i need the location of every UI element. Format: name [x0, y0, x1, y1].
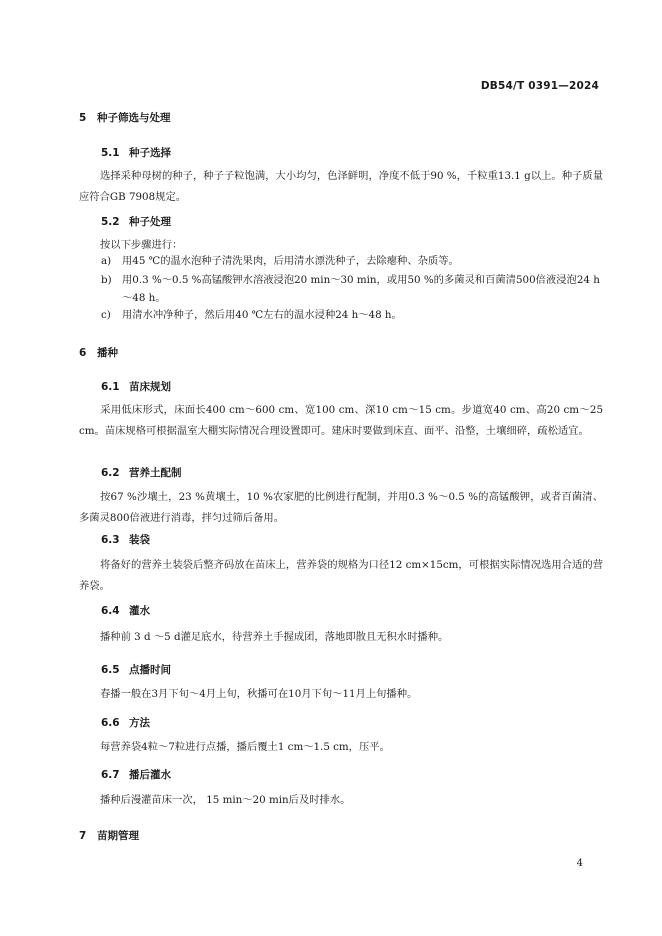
heading-title: 种子处理: [129, 216, 171, 228]
heading-title: 营养土配制: [129, 467, 182, 479]
heading-number: 6: [79, 347, 87, 359]
heading-7: [79, 828, 139, 843]
list-item: [101, 306, 603, 324]
heading-number: 7: [79, 830, 87, 842]
list-label: c): [101, 309, 111, 321]
heading-title: 种子筛选与处理: [97, 112, 171, 124]
paragraph-6-6: 每营养袋4粒～7粒进行点播，播后覆土1 cm～1.5 cm，压平。: [100, 741, 390, 753]
heading-title: 苗床规划: [129, 381, 171, 393]
list-text: 用0.3 %～0.5 %高锰酸钾水溶液浸泡20 min～30 min，或用50 %的多菌灵和百菌清500倍液浸泡24 h～48 h。: [122, 274, 600, 304]
heading-5-1: [101, 145, 171, 160]
heading-number: 6.1: [101, 381, 120, 393]
paragraph-6-7: 播种后漫灌苗床一次， 15 min～20 min后及时排水。: [100, 794, 351, 806]
heading-number: 6.2: [101, 467, 120, 479]
list-text: 用45 ℃的温水泡种子清洗果肉，后用清水漂洗种子，去除瘪种、杂质等。: [122, 255, 459, 267]
heading-6-4: [101, 603, 150, 618]
heading-6-2: [101, 465, 182, 480]
paragraph-5-1: 选择采种母树的种子，种子子粒饱满，大小均匀，色泽鲜明，净度不低于90 %，千粒重13.1 g以上。种子质量应符合GB 7908规定。: [79, 170, 603, 203]
heading-title: 种子选择: [129, 147, 171, 159]
paragraph-6-5: 春播一般在3月下旬～4月上旬，秋播可在10月下旬～11月上旬播种。: [100, 688, 418, 700]
heading-6-5: [101, 662, 171, 677]
heading-number: 6.5: [101, 664, 120, 676]
heading-title: 播后灌水: [129, 769, 171, 781]
heading-title: 灌水: [129, 605, 150, 617]
paragraph-5-2-intro: 按以下步骤进行：: [100, 239, 183, 251]
heading-number: 5.2: [101, 216, 120, 228]
heading-6: [79, 345, 118, 360]
heading-number: 5: [79, 112, 87, 124]
list-label: a): [101, 255, 112, 267]
paragraph-6-3: 将备好的营养土装袋后整齐码放在苗床上，营养袋的规格为口径12 cm×15cm，可根据实际情况选用合适的营养袋。: [79, 559, 603, 592]
heading-title: 装袋: [129, 534, 150, 546]
heading-5: [79, 110, 171, 125]
document-code: DB54/T 0391—2024: [480, 80, 599, 92]
heading-title: 方法: [129, 717, 150, 729]
heading-5-2: [101, 214, 171, 229]
heading-title: 苗期管理: [97, 830, 139, 842]
heading-6-7: [101, 767, 171, 782]
heading-6-1: [101, 379, 171, 394]
paragraph-6-2: 按67 %沙壤土，23 %黄壤土，10 %农家肥的比例进行配制，并用0.3 %～0.5 %的高锰酸钾，或者百菌清、多菌灵800倍液进行消毒，拌匀过筛后备用。: [79, 491, 603, 524]
heading-number: 6.4: [101, 605, 120, 617]
heading-6-3: [101, 532, 150, 547]
paragraph-6-4: 播种前 3 d ～5 d灌足底水，待营养土手握成团，落地即散且无积水时播种。: [100, 631, 449, 643]
heading-number: 6.7: [101, 769, 120, 781]
list-item: [101, 252, 603, 270]
heading-title: 点播时间: [129, 664, 171, 676]
list-item: [101, 271, 603, 307]
heading-6-6: [101, 715, 150, 730]
list-text: 用清水冲净种子，然后用40 ℃左右的温水浸种24 h～48 h。: [122, 309, 402, 321]
heading-number: 6.3: [101, 534, 120, 546]
paragraph-6-1: 采用低床形式，床面长400 cm～600 cm、宽100 cm、深10 cm～15 cm。步道宽40 cm、高20 cm～25 cm。苗床规格可根据温室大棚实际情况合理设置即可。建床时要做到床直、面平、沿整，土壤细碎，疏松适宜。: [79, 404, 603, 437]
heading-number: 6.6: [101, 717, 120, 729]
heading-title: 播种: [97, 347, 118, 359]
heading-number: 5.1: [101, 147, 120, 159]
list-label: b): [101, 274, 112, 286]
page-number: 4: [576, 858, 583, 869]
